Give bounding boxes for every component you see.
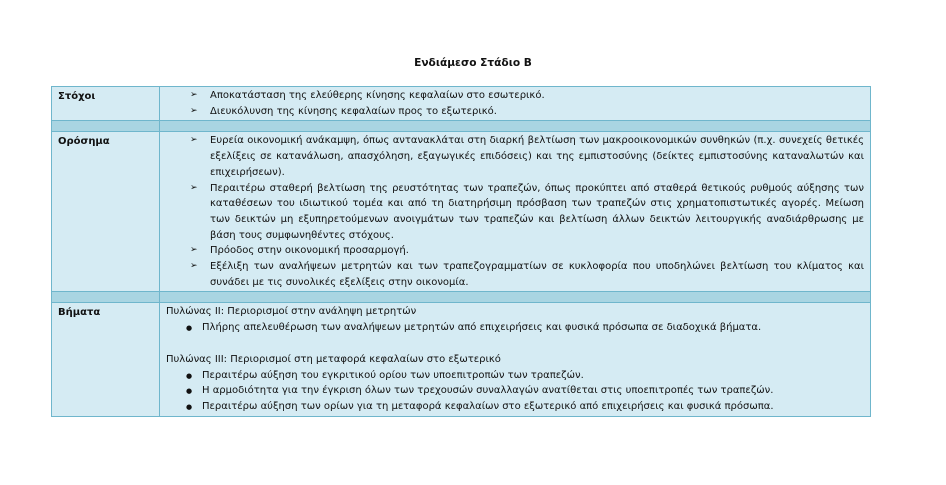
bullet-icon: ● bbox=[186, 324, 193, 333]
list-item: ➢ Πρόοδος στην οικονομική προσαρμογή. bbox=[166, 243, 864, 259]
list-item: ➢ Περαιτέρω σταθερή βελτίωση της ρευστότητας των τραπεζών, όπως προκύπτει από σταθερά θετικούς ρυθμούς αύξησης των καταθέσεων του ιδιωτικού τομέα και από τη διατηρήσιμη πρόσβαση των τραπεζών στις χρηματοπιστωτικές αγορές. Μείωση των δεικτών μη εξυπηρετούμενων ανοιγμάτων των τραπεζών και βελτίωση άλλων δεικτών λειτουργικής αναδιάρθρωσης με βάση τους συμφωνηθέντες στόχους. bbox=[190, 182, 864, 241]
pylon-3-heading: Πυλώνας III: Περιορισμοί στη μεταφορά κεφαλαίων στο εξωτερικό bbox=[166, 353, 501, 365]
steps-row bbox=[52, 303, 871, 416]
list-item: ➢ Εξέλιξη των αναλήψεων μετρητών και των τραπεζογραμματίων σε κυκλοφορία που υποδηλώνει βελτίωση του κλίματος και συνάδει με τις συνολικές εξελίξεις στην οικονομία. bbox=[190, 261, 864, 288]
list-item: ● Η αρμοδιότητα για την έγκριση όλων των τρεχουσών συναλλαγών ανατίθεται στις υποεπιτροπές των τραπεζών. bbox=[166, 383, 864, 399]
steps-label: Βήματα bbox=[52, 303, 160, 416]
list-item: ➢ Ευρεία οικονομική ανάκαμψη, όπως αντανακλάται στη διαρκή βελτίωση των μακροοικονομικών συνθηκών (π.χ. συνεχείς θετικές εξελίξεις σε κατανάλωση, απασχόληση, εξαγωγικές επιδόσεις) και της εμπιστοσύνης (δείκτες εμπιστοσύνης καταναλωτών και επιχειρήσεων). bbox=[190, 135, 864, 178]
arrow-bullet-icon: ➢ bbox=[190, 245, 198, 256]
goals-row bbox=[52, 87, 871, 121]
list-item: ➢ Διευκόλυνση της κίνησης κεφαλαίων προς το εξωτερικό. bbox=[166, 104, 864, 120]
arrow-bullet-icon: ➢ bbox=[190, 135, 198, 146]
goals-content bbox=[160, 87, 871, 121]
milestones-content bbox=[160, 132, 871, 292]
list-item: ● Περαιτέρω αύξηση των ορίων για τη μεταφορά κεφαλαίων στο εξωτερικό από επιχειρήσεις και φυσικά πρόσωπα. bbox=[166, 399, 864, 415]
list-item: ● Περαιτέρω αύξηση του εγκριτικού ορίου των υποεπιτροπών των τραπεζών. bbox=[166, 368, 864, 384]
stage-table bbox=[51, 86, 871, 417]
arrow-bullet-icon: ➢ bbox=[190, 261, 198, 272]
arrow-bullet-icon: ➢ bbox=[190, 182, 198, 193]
separator-row bbox=[52, 292, 871, 303]
milestones-label: Ορόσημα bbox=[52, 132, 160, 292]
pylon-2-heading: Πυλώνας II: Περιορισμοί στην ανάληψη μετρητών bbox=[166, 306, 417, 318]
bullet-icon: ● bbox=[186, 371, 193, 380]
bullet-icon: ● bbox=[186, 387, 193, 396]
arrow-bullet-icon: ➢ bbox=[190, 105, 198, 116]
document-title: Ενδιάμεσο Στάδιο Β bbox=[414, 57, 532, 69]
list-item: ● Πλήρης απελευθέρωση των αναλήψεων μετρητών από επιχειρήσεις και φυσικά πρόσωπα σε διαδοχικά βήματα. bbox=[166, 320, 864, 336]
arrow-bullet-icon: ➢ bbox=[190, 90, 198, 100]
separator-row bbox=[52, 121, 871, 132]
steps-content bbox=[160, 303, 871, 416]
list-item: ➢ Αποκατάσταση της ελεύθερης κίνησης κεφαλαίων στο εσωτερικό. bbox=[166, 88, 864, 104]
milestones-row bbox=[52, 132, 871, 292]
goals-label: Στόχοι bbox=[52, 87, 160, 121]
bullet-icon: ● bbox=[186, 402, 193, 411]
